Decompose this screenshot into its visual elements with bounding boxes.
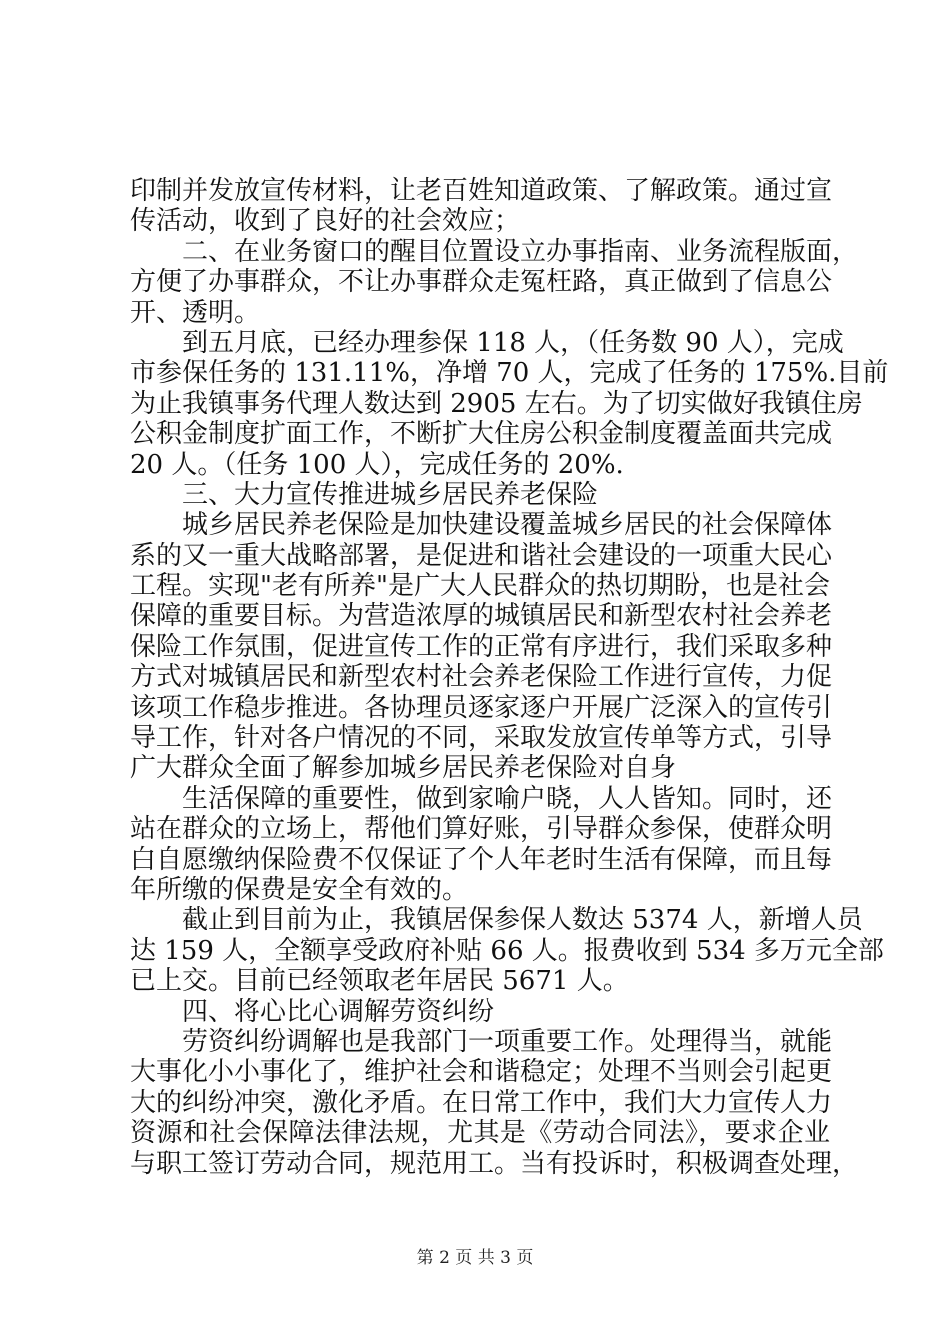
text-line: 大的纠纷冲突，激化矛盾。在日常工作中，我们大力宣传人力 <box>130 1087 833 1118</box>
text-line: 劳资纠纷调解也是我部门一项重要工作。处理得当，就能 <box>182 1026 833 1057</box>
text-line: 印制并发放宣传材料，让老百姓知道政策、了解政策。通过宣 <box>130 176 833 206</box>
text-line: 资源和社会保障法律法规，尤其是《劳动合同法》，要求企业 <box>130 1118 830 1149</box>
text-line: 三、大力宣传推进城乡居民养老保险 <box>182 479 599 510</box>
text-line: 二、在业务窗口的醒目位置设立办事指南、业务流程版面， <box>182 236 859 267</box>
text-line: 为止我镇事务代理人数达到 2905 左右。为了切实做好我镇住房 <box>130 388 863 419</box>
document-body <box>130 176 889 1179</box>
text-line: 达 159 人，全额享受政府补贴 66 人。报费收到 534 多万元全部 <box>130 935 884 966</box>
text-line: 工程。实现"老有所养"是广大人民群众的热切期盼，也是社会 <box>130 571 830 602</box>
text-line: 该项工作稳步推进。各协理员逐家逐户开展广泛深入的宣传引 <box>130 692 833 723</box>
text-line: 四、将心比心调解劳资纠纷 <box>182 996 495 1027</box>
page-footer: 第 2 页 共 3 页 <box>416 1248 534 1268</box>
text-line: 截止到目前为止，我镇居保参保人数达 5374 人，新增人员 <box>182 905 863 936</box>
text-line: 20 人。（任务 100 人），完成任务的 20%. <box>130 449 624 480</box>
text-line: 系的又一重大战略部署，是促进和谐社会建设的一项重大民心 <box>130 540 833 571</box>
text-line: 保障的重要目标。为营造浓厚的城镇居民和新型农村社会养老 <box>130 601 833 632</box>
text-line: 生活保障的重要性，做到家喻户晓，人人皆知。同时，还 <box>182 783 833 814</box>
text-line: 与职工签订劳动合同，规范用工。当有投诉时，积极调查处理， <box>130 1148 859 1179</box>
text-line: 方便了办事群众，不让办事群众走冤枉路，真正做到了信息公 <box>130 267 833 298</box>
text-line: 大事化小小事化了，维护社会和谐稳定；处理不当则会引起更 <box>130 1057 833 1088</box>
text-line: 开、透明。 <box>130 297 261 328</box>
text-line: 城乡居民养老保险是加快建设覆盖城乡居民的社会保障体 <box>182 510 833 541</box>
text-line: 年所缴的保费是安全有效的。 <box>130 874 469 905</box>
text-line: 保险工作氛围，促进宣传工作的正常有序进行，我们采取多种 <box>130 631 833 662</box>
text-line: 市参保任务的 131.11%，净增 70 人，完成了任务的 175%.目前 <box>130 358 889 389</box>
text-line: 传活动，收到了良好的社会效应； <box>130 206 521 237</box>
text-line: 站在群众的立场上，帮他们算好账，引导群众参保，使群众明 <box>130 814 833 845</box>
text-line: 已上交。目前已经领取老年居民 5671 人。 <box>130 966 629 997</box>
text-line: 导工作，针对各户情况的不同，采取发放宣传单等方式，引导 <box>130 723 833 754</box>
text-line: 白自愿缴纳保险费不仅保证了个人年老时生活有保障，而且每 <box>130 844 833 875</box>
text-line: 到五月底，已经办理参保 118 人，（任务数 90 人），完成 <box>182 327 844 358</box>
text-line: 方式对城镇居民和新型农村社会养老保险工作进行宣传，力促 <box>130 662 833 693</box>
text-line: 公积金制度扩面工作，不断扩大住房公积金制度覆盖面共完成 <box>130 419 833 450</box>
text-line: 广大群众全面了解参加城乡居民养老保险对自身 <box>130 753 677 784</box>
